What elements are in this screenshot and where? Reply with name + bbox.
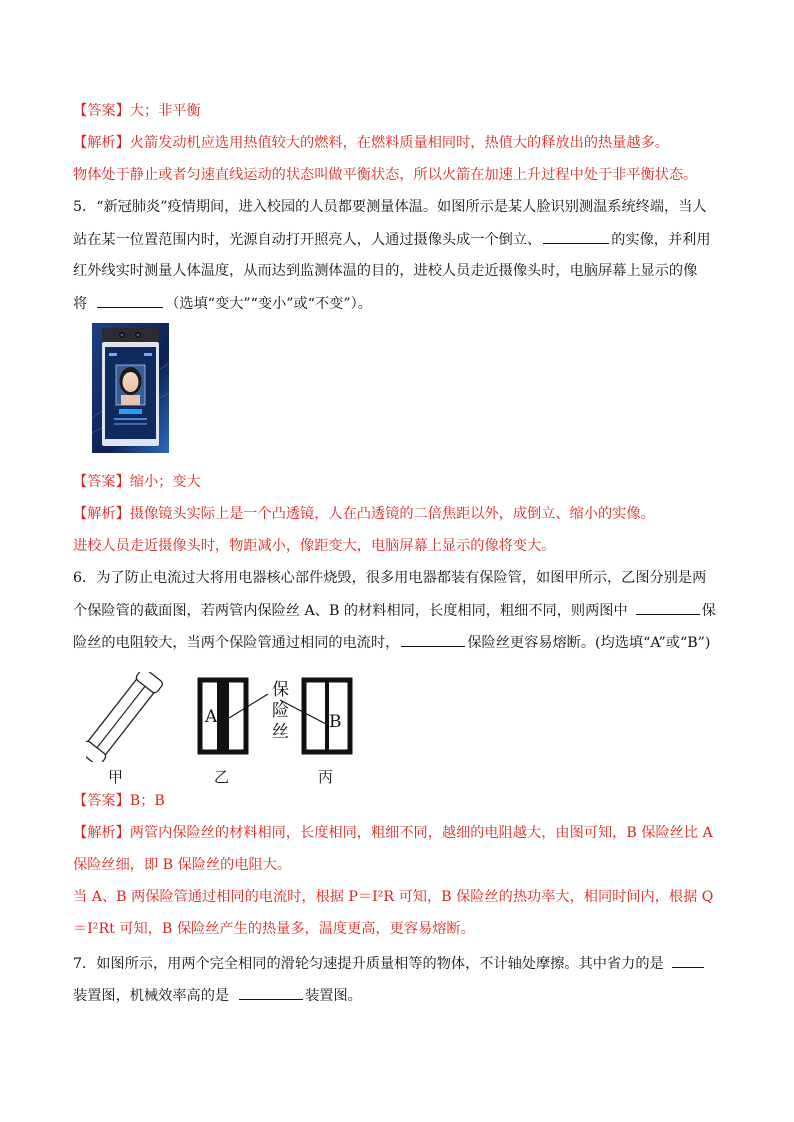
q5-question-line-4	[73, 293, 372, 314]
q6-text-3b: 保险丝更容易熔断。(均选填“A”或“B”)	[467, 635, 711, 651]
q4-analysis-line-2: 物体处于静止或者匀速直线运动的状态叫做平衡状态，所以火箭在加速上升过程中处于非平衡状态。	[73, 167, 698, 183]
q6-text-2b: 保	[701, 603, 716, 619]
caption-bing: 丙	[318, 768, 334, 786]
q6-question-line-2	[73, 600, 716, 621]
q5-text-2a: 站在某一位置范围内时，光源自动打开照亮人，人通过摄像头成一个倒立、	[73, 232, 542, 248]
q5-question-line-1: 5．“新冠肺炎”疫情期间，进入校园的人员都要测量体温。如图所示是某人脸识别测温系统终端，当人	[73, 199, 707, 215]
analysis-text: 火箭发动机应选用热值较大的燃料，在燃料质量相同时，热值大的释放出的热量越多。	[129, 135, 669, 151]
answer-text: B；B	[129, 793, 165, 809]
fuse-label-b: B	[329, 712, 342, 732]
analysis-tag: 【解析】	[73, 506, 130, 522]
analysis-text: 两管内保险丝的材料相同，长度相同，粗细不同，越细的电阻越大，由图可知，B 保险丝比 A	[129, 825, 713, 841]
caption-jia: 甲	[108, 768, 124, 786]
analysis-text: 摄像镜头实际上是一个凸透镜，人在凸透镜的二倍焦距以外，成倒立、缩小的实像。	[129, 506, 655, 522]
q6-blank-2[interactable]	[401, 632, 465, 647]
q5-blank-1[interactable]	[543, 229, 609, 244]
q5-answer-line	[73, 472, 201, 492]
q5-text-4a: 将	[73, 296, 88, 312]
q6-analysis-line-2: 保险丝细，即 B 保险丝的电阻大。	[73, 857, 292, 873]
q6-text-2a: 个保险管的截面图，若两管内保险丝 A、B 的材料相同，长度相同，粗细不同，则两图中	[73, 603, 628, 619]
fuse-label-a: A	[205, 707, 218, 727]
answer-text: 大；非平衡	[129, 103, 201, 119]
q4-analysis-line-1	[73, 133, 669, 153]
q7-question-line-2	[73, 985, 362, 1006]
q5-question-line-3: 红外线实时测量人体温度，从而达到监测体温的目的，进校人员走近摄像头时，电脑屏幕上显示的像	[73, 263, 698, 279]
q5-analysis-line-2: 进校人员走近摄像头时，物距减小，像距变大，电脑屏幕上显示的像将变大。	[73, 538, 556, 554]
q5-text-4b: （选填“变大”“变小”或“不变”）。	[165, 296, 372, 312]
face-recognition-terminal-photo	[92, 323, 169, 453]
answer-tag: 【答案】	[73, 793, 130, 809]
fuse-wire-label: 保险丝	[272, 680, 289, 742]
terminal-illustration	[92, 323, 169, 453]
q6-text-3a: 险丝的电阻较大，当两个保险管通过相同的电流时，	[73, 635, 400, 651]
analysis-tag: 【解析】	[73, 825, 130, 841]
q4-answer-line	[73, 101, 201, 121]
answer-tag: 【答案】	[73, 474, 130, 490]
q6-analysis-line-3: 当 A、B 两保险管通过相同的电流时，根据 P＝I²R 可知，B 保险丝的热功率大，相同时间内，根据 Q	[73, 889, 714, 905]
q7-text-2b: 装置图。	[305, 988, 362, 1004]
q7-text-1: 7．如图所示，用两个完全相同的滑轮匀速提升质量相等的物体，不计轴处摩擦。其中省力的是	[73, 956, 664, 972]
answer-text: 缩小；变大	[129, 474, 201, 490]
q6-question-line-1: 6．为了防止电流过大将用电器核心部件烧毁，很多用电器都装有保险管，如图甲所示，乙图分别是两	[73, 570, 707, 586]
q7-text-2a: 装置图，机械效率高的是	[73, 988, 230, 1004]
caption-yi: 乙	[214, 768, 230, 786]
analysis-tag: 【解析】	[73, 135, 130, 151]
q7-question-line-1	[73, 953, 706, 974]
fuse-tube-jia	[86, 672, 164, 762]
q5-question-line-2	[73, 229, 711, 250]
q6-blank-1[interactable]	[636, 600, 700, 615]
q5-analysis-line-1	[73, 504, 655, 524]
q7-blank-1[interactable]	[672, 953, 704, 968]
q7-blank-2[interactable]	[239, 985, 303, 1000]
q5-text-2b: 的实像，并利用	[611, 232, 711, 248]
q6-answer-line	[73, 791, 165, 811]
q6-question-line-3	[73, 632, 710, 653]
q6-analysis-line-1	[73, 823, 713, 843]
q5-blank-2[interactable]	[97, 293, 163, 308]
q6-analysis-line-4: ＝I²Rt 可知，B 保险丝产生的热量多，温度更高，更容易熔断。	[73, 921, 475, 937]
fuse-figure	[86, 672, 366, 762]
answer-tag: 【答案】	[73, 103, 130, 119]
